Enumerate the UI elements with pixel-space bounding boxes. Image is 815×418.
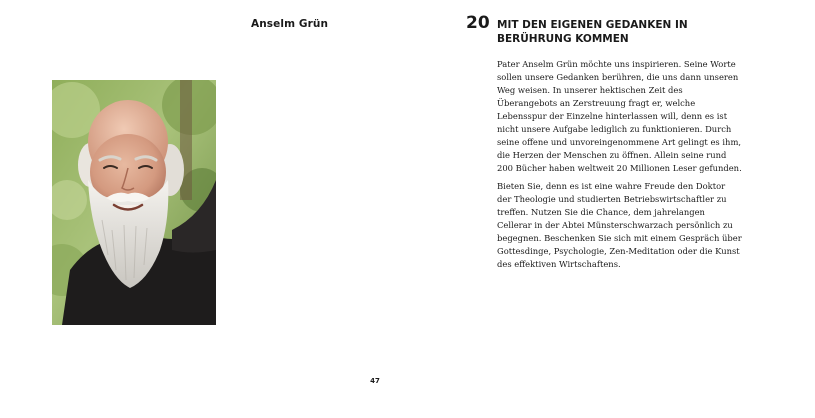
page-number: 47 xyxy=(370,377,380,385)
portrait-photo xyxy=(52,80,216,325)
paragraph: Pater Anselm Grün möchte uns inspirieren. Seine Worte sollen unsere Gedanken berühren, die uns dann unseren Weg weisen. In unserer hektischen Zeit des Überangebots an Zerstreuung fragt er, welche Lebensspur der Einzelne hinterlassen will, denn es ist nicht unsere Aufgabe lediglich zu funktionieren. Durch seine offene und unvoreingenommene Art gelingt es ihm, die Herzen der Menschen zu öffnen. Allein seine rund 200 Bücher haben weltweit 20 Millionen Leser gefunden. xyxy=(497,59,742,173)
entry-number: 20 xyxy=(466,13,490,33)
person-name-heading: Anselm Grün xyxy=(251,18,329,30)
body-text xyxy=(497,58,742,276)
paragraph: Bieten Sie, denn es ist eine wahre Freude den Doktor der Theologie und studierten Betriebswirtschaftler zu treffen. Nutzen Sie die Chance, dem jahrelangen Cellerar in der Abtei Münsterschwarzach persönlich zu begegnen. Beschenken Sie sich mit einem Gespräch über Gottesdinge, Psychologie, Zen-Meditation oder die Kunst des effektiven Wirtschaftens. xyxy=(497,181,742,269)
entry-title: MIT DEN EIGENEN GEDANKEN IN BERÜHRUNG KOMMEN xyxy=(497,19,688,45)
